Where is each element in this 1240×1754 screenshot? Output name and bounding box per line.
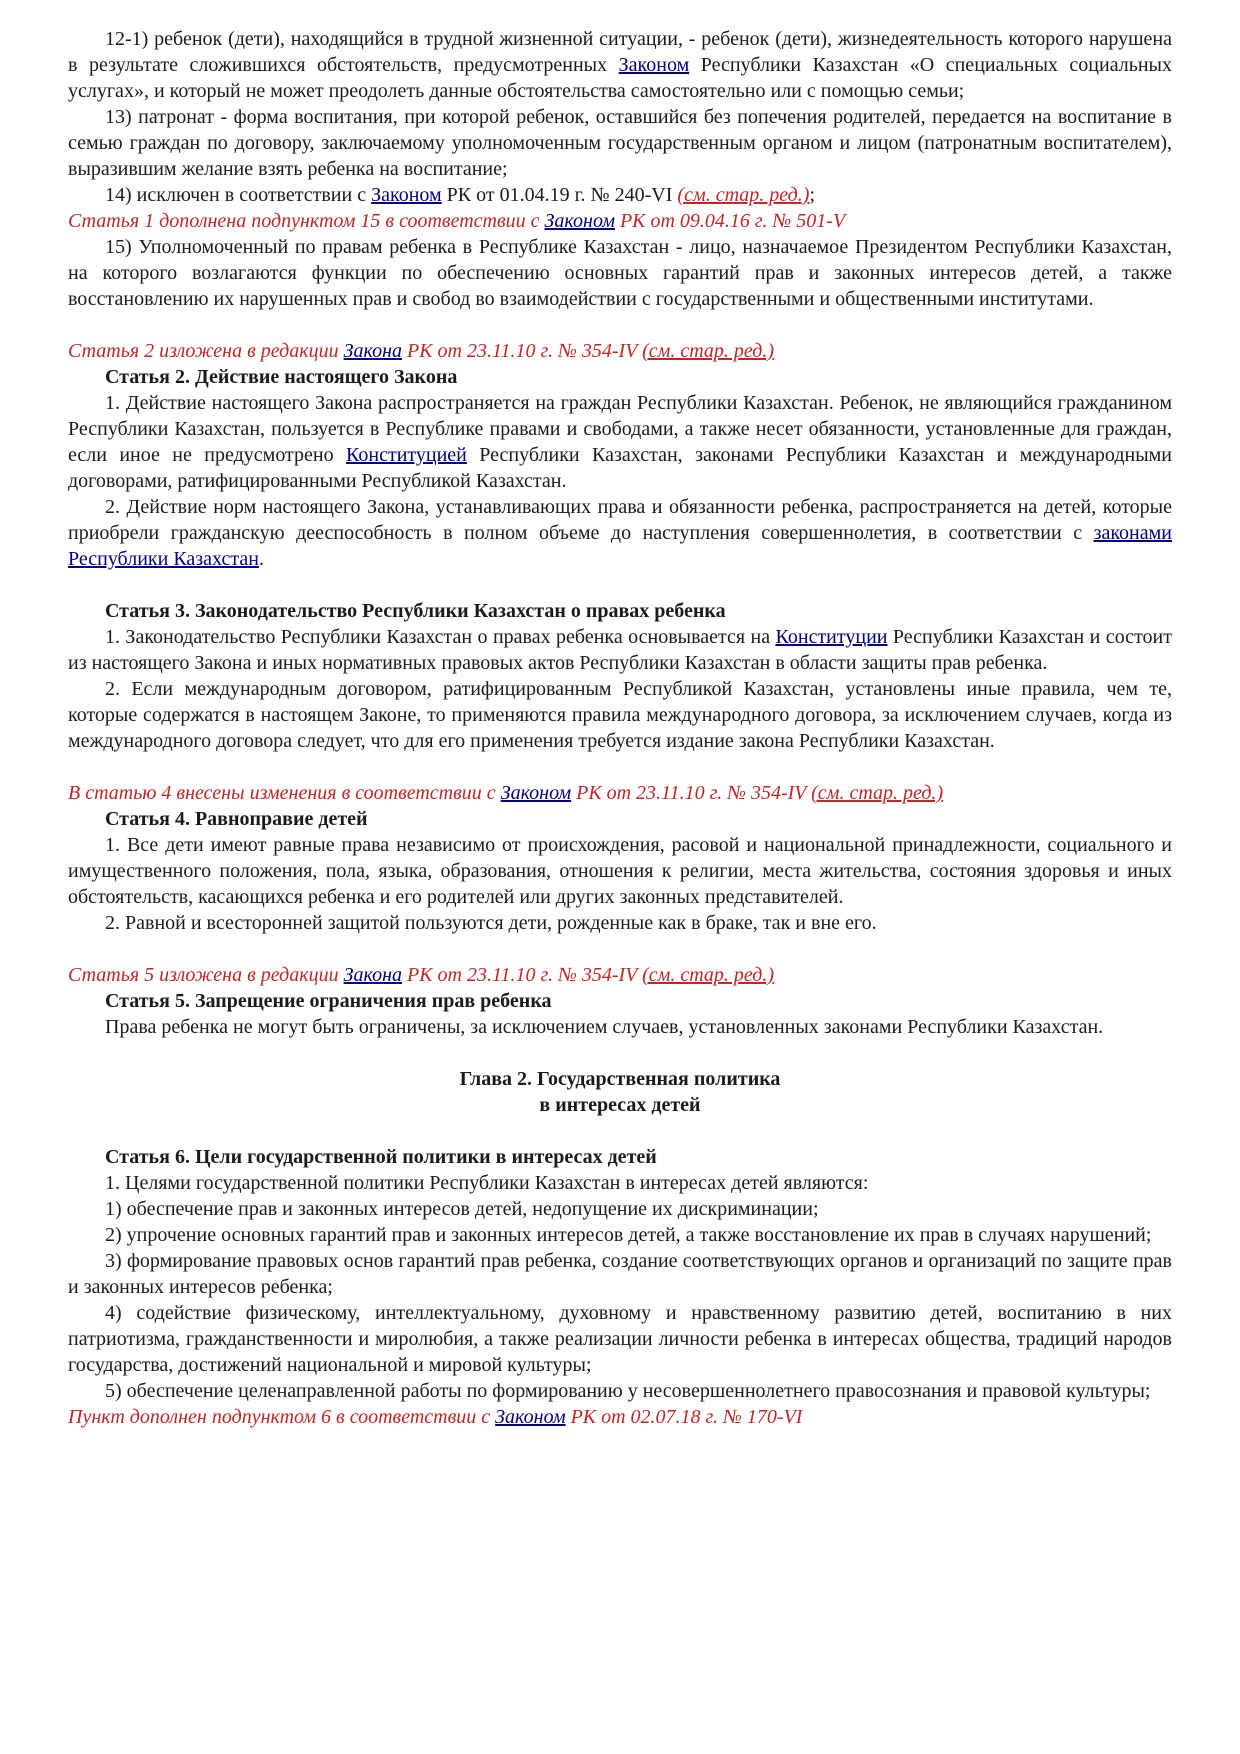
law-link[interactable]: Законом <box>371 184 442 206</box>
paragraph <box>68 624 1172 676</box>
text-run: Права ребенка не могут быть ограничены, за исключением случаев, установленных законами Республики Казахстан. <box>105 1016 1104 1038</box>
text-run: РК от 02.07.18 г. № 170-VI <box>565 1406 803 1428</box>
text-run: Республики Казахстан и состоит из настоящего Закона и иных нормативных правовых актов Республики Казахстан в области защиты прав ребенка. <box>68 626 1172 674</box>
see-old-version-link[interactable]: (см. стар. ред.) <box>677 184 810 206</box>
paragraph <box>68 1300 1172 1378</box>
article-heading <box>68 988 1172 1014</box>
paragraph <box>68 910 1172 936</box>
spacer <box>68 936 1172 962</box>
article-heading <box>68 806 1172 832</box>
spacer <box>68 1118 1172 1144</box>
paragraph <box>68 1378 1172 1404</box>
chapter-heading-line: в интересах детей <box>539 1094 701 1116</box>
text-run: 2) упрочение основных гарантий прав и законных интересов детей, а также восстановление их прав в случаях нарушений; <box>105 1224 1152 1246</box>
paragraph <box>68 234 1172 312</box>
text-run: РК от 01.04.19 г. № 240-VI <box>441 184 678 206</box>
paragraph <box>68 104 1172 182</box>
paragraph <box>68 676 1172 754</box>
spacer <box>68 572 1172 598</box>
law-link[interactable]: Законом <box>544 210 615 232</box>
text-run: 1. Законодательство Республики Казахстан о правах ребенка основывается на <box>105 626 776 648</box>
text-run: РК от 23.11.10 г. № 354-IV <box>402 340 643 362</box>
text-run: Статья 4. Равноправие детей <box>105 808 368 830</box>
text-run: Статья 3. Законодательство Республики Казахстан о правах ребенка <box>105 600 726 622</box>
text-run: 1. Все дети имеют равные права независимо от происхождения, расовой и национальной принадлежности, социального и имущественного положения, пола, языка, образования, отношения к религии, места жительства, состояния здоровья и иных обстоятельств, касающихся ребенка и его родителей или других законных представителей. <box>68 834 1172 908</box>
text-run: 13) патронат - форма воспитания, при которой ребенок, оставшийся без попечения родителей, передается на воспитание в семью граждан по договору, заключаемому уполномоченным государственным органом и лицом (патронатным воспитателем), выразившим желание взять ребенка на воспитание; <box>68 106 1172 180</box>
text-run: 1) обеспечение прав и законных интересов детей, недопущение их дискриминации; <box>105 1198 819 1220</box>
text-run: 14) исключен в соответствии с <box>105 184 372 206</box>
spacer <box>68 1040 1172 1066</box>
text-run: РК от 23.11.10 г. № 354-IV <box>571 782 812 804</box>
amendment-note <box>68 208 1172 234</box>
text-run: 15) Уполномоченный по правам ребенка в Республике Казахстан - лицо, назначаемое Президентом Республики Казахстан, на которого возлагаются функции по обеспечению основных гарантий прав и законных интересов детей, а также восстановлению их нарушенных прав и свобод во взаимодействии с государственными и общественными институтами. <box>68 236 1172 310</box>
paragraph <box>68 26 1172 104</box>
paragraph <box>68 832 1172 910</box>
text-run: Статья 1 дополнена подпунктом 15 в соответствии с <box>68 210 545 232</box>
text-run: Республики Казахстан «О специальных социальных услугах», и который не может преодолеть данные обстоятельства самостоятельно или с помощью семьи; <box>68 54 1172 102</box>
text-run: 2. Равной и всесторонней защитой пользуются дети, рожденные как в браке, так и вне его. <box>105 912 877 934</box>
law-link[interactable]: Законом <box>500 782 572 804</box>
text-run: 3) формирование правовых основ гарантий прав ребенка, создание соответствующих органов и организаций по защите прав и законных интересов ребенка; <box>68 1250 1172 1298</box>
text-run: РК от 09.04.16 г. № 501-V <box>614 210 846 232</box>
paragraph <box>68 390 1172 494</box>
chapter-heading <box>68 1066 1172 1118</box>
text-run: 12-1) ребенок (дети), находящийся в трудной жизненной ситуации, - ребенок (дети), жизнедеятельность которого нарушена в результате сложившихся обстоятельств, предусмотренных <box>68 28 1172 76</box>
law-link[interactable]: Закона <box>343 964 403 986</box>
text-run: 4) содействие физическому, интеллектуальному, духовному и нравственному развитию детей, воспитанию в них патриотизма, гражданственности и миролюбия, а также реализации личности ребенка в интересах общества, традиций народов государства, достижений национальной и мировой культуры; <box>68 1302 1172 1376</box>
law-link[interactable]: законами Республики Казахстан <box>68 522 1172 570</box>
see-old-version-link[interactable]: (см. стар. ред.) <box>811 782 944 804</box>
spacer <box>68 312 1172 338</box>
text-run: Статья 2. Действие настоящего Закона <box>105 366 458 388</box>
text-run: Республики Казахстан, законами Республики Казахстан и международными договорами, ратифицированными Республикой Казахстан. <box>68 444 1172 492</box>
see-old-version-link[interactable]: (см. стар. ред.) <box>642 964 775 986</box>
text-run: Статья 5. Запрещение ограничения прав ребенка <box>105 990 552 1012</box>
text-run: ; <box>809 184 815 206</box>
text-run: Пункт дополнен подпунктом 6 в соответствии с <box>68 1406 496 1428</box>
chapter-heading-line: Глава 2. Государственная политика <box>459 1068 781 1090</box>
paragraph <box>68 1222 1172 1248</box>
paragraph <box>68 1170 1172 1196</box>
text-run: . <box>258 548 264 570</box>
text-run: В статью 4 внесены изменения в соответствии с <box>68 782 501 804</box>
text-run: 2. Если международным договором, ратифицированным Республикой Казахстан, установлены иные правила, чем те, которые содержатся в настоящем Законе, то применяются правила международного договора, за исключением случаев, когда из международного договора следует, что для его применения требуется издание закона Республики Казахстан. <box>68 678 1172 752</box>
text-run: 5) обеспечение целенаправленной работы по формированию у несовершеннолетнего правосознания и правовой культуры; <box>105 1380 1151 1402</box>
see-old-version-link[interactable]: (см. стар. ред.) <box>642 340 775 362</box>
text-run: Статья 6. Цели государственной политики в интересах детей <box>105 1146 657 1168</box>
text-run: РК от 23.11.10 г. № 354-IV <box>402 964 643 986</box>
law-link[interactable]: Конституции <box>775 626 888 648</box>
amendment-note <box>68 962 1172 988</box>
law-link[interactable]: Законом <box>495 1406 566 1428</box>
amendment-note <box>68 338 1172 364</box>
paragraph <box>68 1248 1172 1300</box>
amendment-note <box>68 1404 1172 1430</box>
paragraph <box>68 494 1172 572</box>
article-heading <box>68 1144 1172 1170</box>
paragraph <box>68 1014 1172 1040</box>
spacer <box>68 754 1172 780</box>
paragraph <box>68 182 1172 208</box>
text-run: 1. Целями государственной политики Республики Казахстан в интересах детей являются: <box>105 1172 869 1194</box>
text-run: Статья 2 изложена в редакции <box>68 340 344 362</box>
text-run: 2. Действие норм настоящего Закона, устанавливающих права и обязанности ребенка, распространяется на детей, которые приобрели гражданскую дееспособность в полном объеме до наступления совершеннолетия, в соответствии с <box>68 496 1172 544</box>
paragraph <box>68 1196 1172 1222</box>
law-link[interactable]: Конституцией <box>346 444 467 466</box>
law-link[interactable]: Закона <box>343 340 403 362</box>
article-heading <box>68 598 1172 624</box>
text-run: 1. Действие настоящего Закона распространяется на граждан Республики Казахстан. Ребенок, не являющийся гражданином Республики Казахстан, пользуется в Республике правами и свободами, а также несет обязанности, установленные для граждан, если иное не предусмотрено <box>68 392 1172 466</box>
article-heading <box>68 364 1172 390</box>
amendment-note <box>68 780 1172 806</box>
law-link[interactable]: Законом <box>618 54 690 76</box>
text-run: Статья 5 изложена в редакции <box>68 964 344 986</box>
